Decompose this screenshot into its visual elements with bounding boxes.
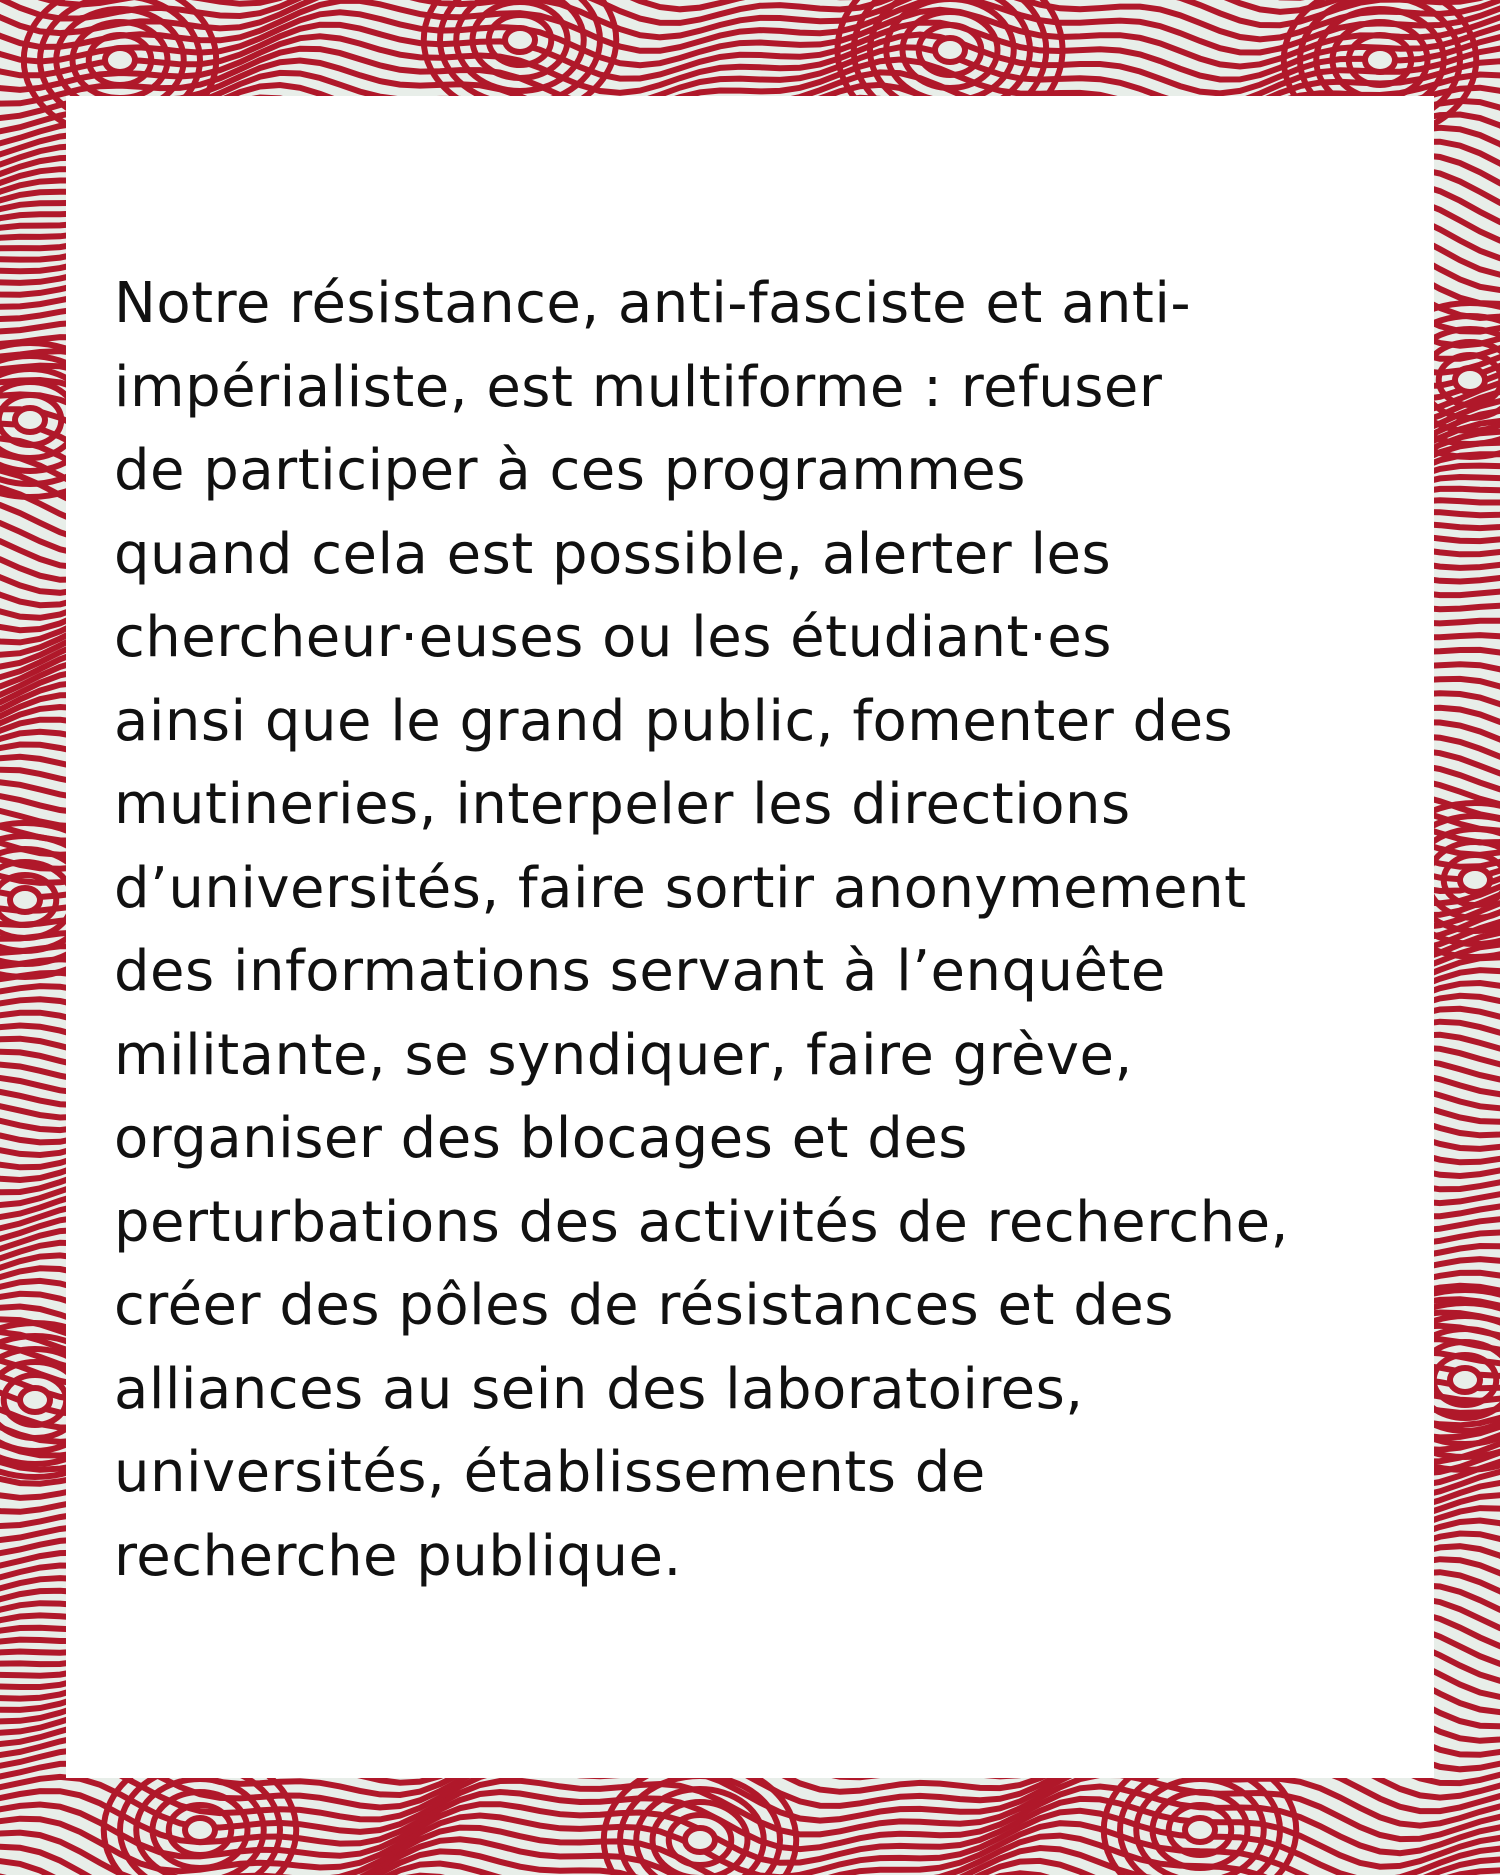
swirl-whorl: [1365, 48, 1395, 72]
text-line: des informations servant à l’enquête: [114, 939, 1166, 1004]
swirl-whorl: [105, 48, 135, 72]
text-line: quand cela est possible, alerter les: [114, 521, 1112, 587]
swirl-whorl: [505, 28, 535, 52]
text-line: organiser des blocages et des: [114, 1106, 968, 1171]
text-line: perturbations des activités de recherche,: [114, 1189, 1289, 1255]
swirl-whorl: [935, 38, 965, 62]
text-line: impérialiste, est multiforme : refuser: [114, 354, 1163, 420]
swirl-whorl: [1450, 1368, 1480, 1392]
text-line: Notre résistance, anti-fasciste et anti-: [114, 271, 1192, 336]
text-panel: [66, 96, 1434, 1778]
swirl-whorl: [685, 1828, 715, 1852]
body-paragraph: [114, 262, 1414, 1598]
swirl-whorl: [1455, 368, 1485, 392]
swirl-whorl: [20, 1388, 50, 1412]
text-line: d’universités, faire sortir anonymement: [114, 855, 1247, 921]
text-line: militante, se syndiquer, faire grève,: [114, 1022, 1133, 1088]
text-line: mutineries, interpeler les directions: [114, 772, 1131, 837]
text-line: chercheur·euses ou les étudiant·es: [114, 605, 1112, 670]
swirl-whorl: [1460, 868, 1490, 892]
text-line: de participer à ces programmes: [114, 438, 1026, 503]
text-line: universités, établissements de: [114, 1440, 986, 1505]
swirl-whorl: [15, 408, 45, 432]
text-line: alliances au sein des laboratoires,: [114, 1356, 1084, 1422]
swirl-whorl: [1185, 1818, 1215, 1842]
swirl-whorl: [10, 888, 40, 912]
text-line: recherche publique.: [114, 1523, 682, 1589]
swirl-whorl: [185, 1818, 215, 1842]
text-line: ainsi que le grand public, fomenter des: [114, 688, 1234, 754]
text-line: créer des pôles de résistances et des: [114, 1273, 1174, 1338]
